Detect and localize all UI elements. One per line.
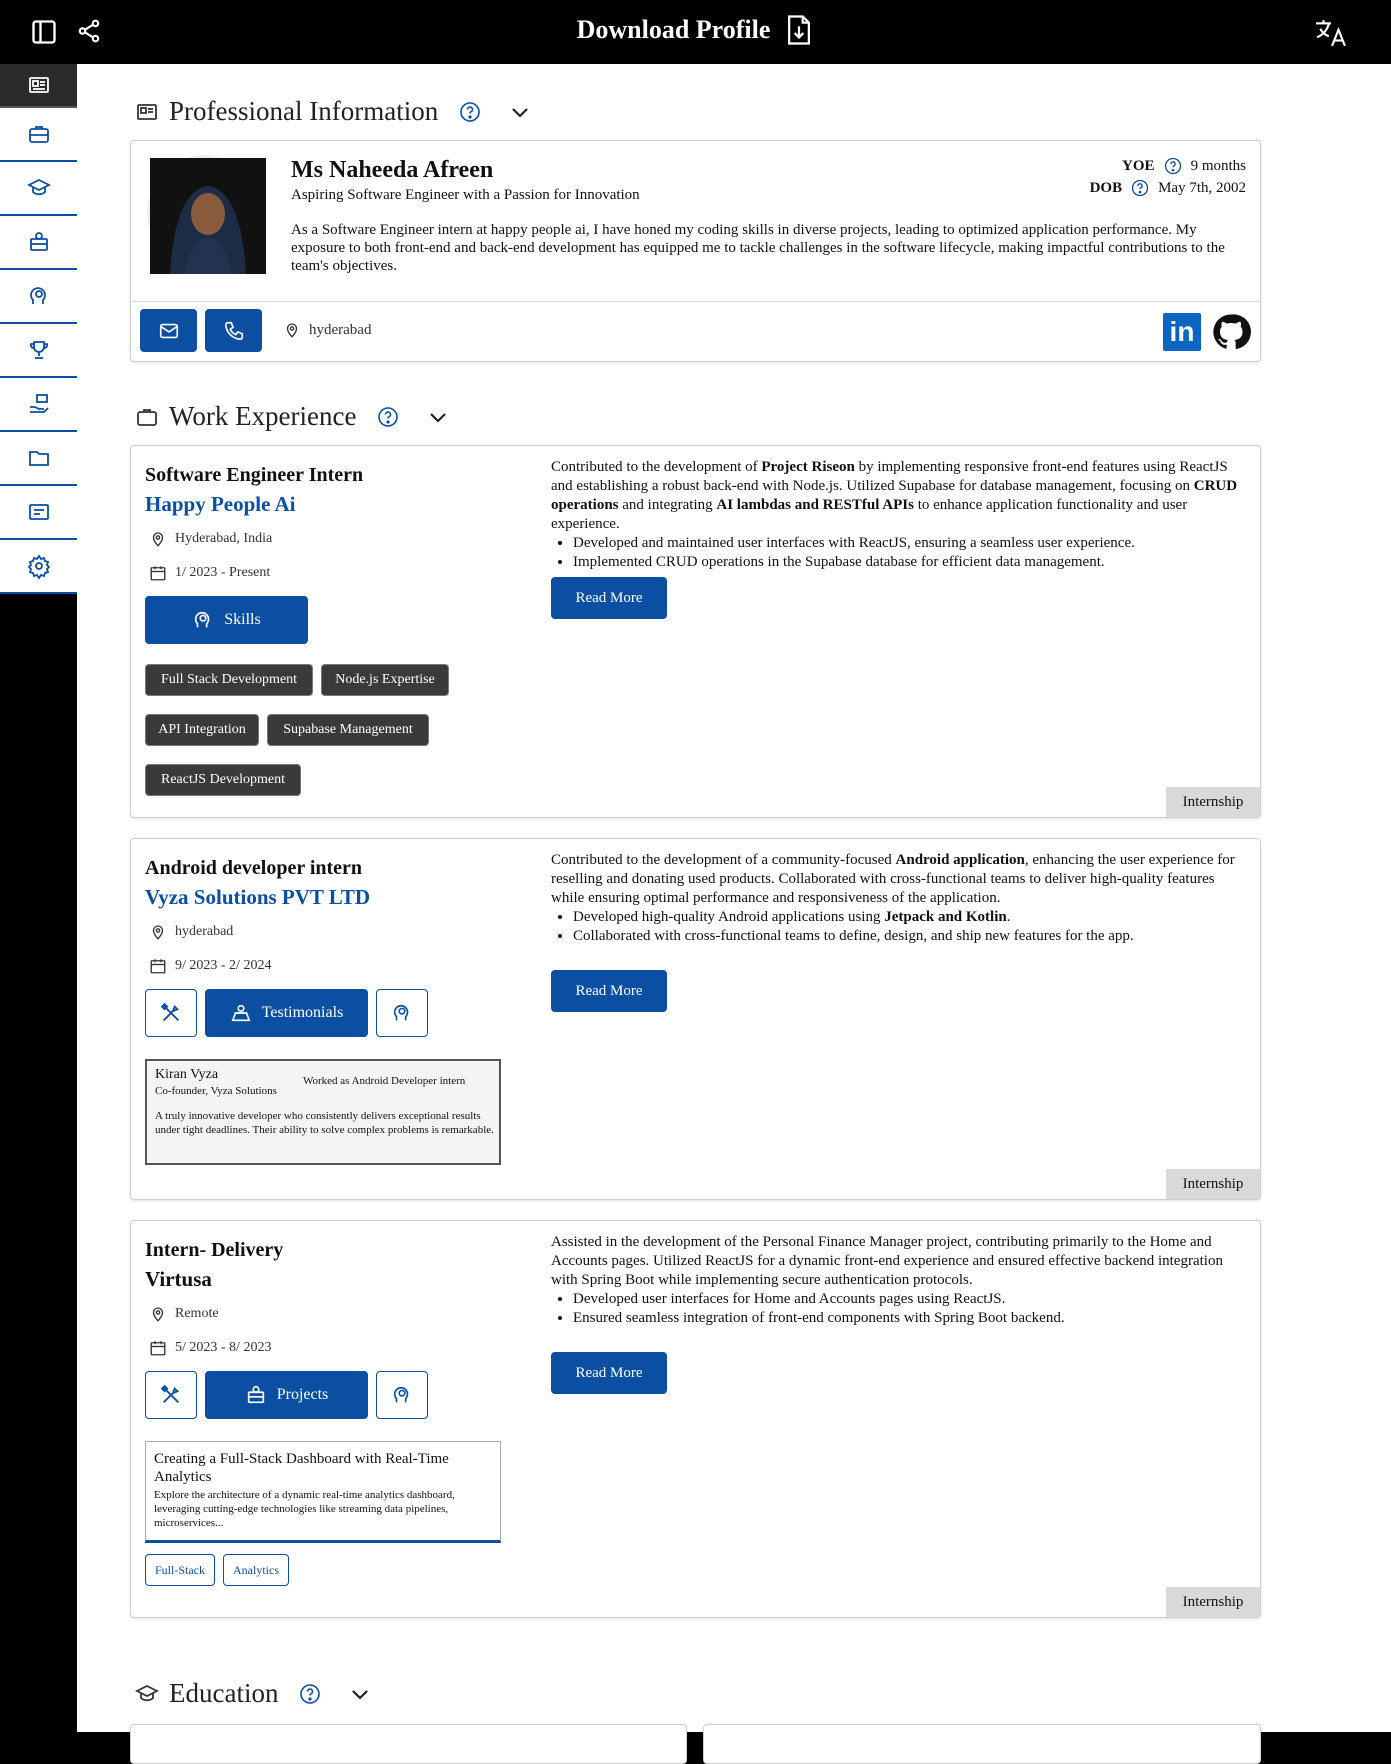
project-title: Creating a Full-Stack Dashboard with Real-Time Analytics (154, 1451, 449, 1485)
location-pin-icon (149, 923, 167, 941)
sidebar-item-skills[interactable] (0, 270, 77, 324)
skill-chip: Node.js Expertise (321, 664, 449, 696)
translate-icon[interactable] (1312, 18, 1350, 46)
location-text: hyderabad (309, 321, 372, 338)
skills-button[interactable] (376, 1371, 428, 1419)
download-profile-label: Download Profile (576, 15, 771, 44)
location-pin-icon (283, 321, 301, 339)
testimonial-quote: A truly innovative developer who consistently delivers exceptional results under tight deadlines. Their ability to solve complex problems is remarkable. (155, 1110, 494, 1136)
job-dates: 5/ 2023 - 8/ 2023 (149, 1339, 271, 1357)
testimonial-author: Kiran Vyza (155, 1067, 219, 1082)
gear-icon (27, 554, 51, 578)
top-bar (0, 0, 1391, 64)
brain-head-icon (27, 284, 51, 308)
sidebar-item-profile[interactable] (0, 64, 77, 108)
sidebar-item-portfolio[interactable] (0, 432, 77, 486)
id-card-icon (135, 100, 159, 124)
chevron-down-icon[interactable] (426, 405, 450, 429)
briefcase-icon (27, 122, 51, 146)
job-location: Remote (149, 1305, 219, 1323)
list-item: • Developed and maintained user interfaces with ReactJS, ensuring a seamless user experience. (573, 534, 1251, 553)
testimonials-button[interactable]: Testimonials (205, 989, 368, 1037)
skills-button[interactable] (376, 989, 428, 1037)
skill-chip: ReactJS Development (145, 764, 301, 796)
location-pin-icon (149, 530, 167, 548)
education-heading (135, 1678, 372, 1709)
job-description: Assisted in the development of the Personal Finance Manager project, contributing primarily to the Home and Accounts pages. Utilized ReactJS for a dynamic front-end experience and ensured effective backend integration with Spring Boot while implementing secure authentication protocols. • Developed user interfaces for Home and Accounts pages using ReactJS. • Ensured seamless integration of front-end components with Spring Boot backend. (551, 1233, 1251, 1333)
tools-icon (160, 1384, 182, 1406)
avatar (147, 155, 263, 271)
tools-button[interactable] (145, 989, 197, 1037)
company-name[interactable]: Happy People Ai (145, 492, 296, 516)
tools-icon (160, 1002, 182, 1024)
phone-button[interactable] (205, 309, 262, 352)
testimonial-context: Worked as Android Developer intern (303, 1075, 466, 1087)
work-card (130, 445, 1261, 818)
brain-head-icon (391, 1384, 413, 1406)
project-tag[interactable]: Full-Stack (145, 1554, 215, 1586)
project-description: Explore the architecture of a dynamic real-time analytics dashboard, leveraging cutting-edge technologies like streaming data pipelines, microservices... (154, 1489, 455, 1529)
sidebar-item-volunteer[interactable] (0, 378, 77, 432)
job-description: Contributed to the development of a community-focused Android application, enhancing the user experience for reselling and donating used products. Collaborated with cross-functional teams to deliver high-quality features while ensuring optimal performance and responsiveness of the application. • Developed high-quality Android applications using Jetpack and Kotlin. • Collaborated with cross-functional teams to define, design, and ship new features for the app. (551, 851, 1251, 951)
main-content (77, 64, 1391, 1732)
list-item: • Ensured seamless integration of front-end components with Spring Boot backend. (573, 1309, 1251, 1328)
job-title: Android developer intern (145, 857, 363, 879)
certificate-icon (27, 500, 51, 524)
profile-headline: Aspiring Software Engineer with a Passion for Innovation (291, 187, 640, 203)
company-name: Virtusa (145, 1267, 212, 1291)
help-icon[interactable] (376, 405, 400, 429)
trophy-icon (27, 338, 51, 362)
calendar-icon (149, 1339, 167, 1357)
phone-icon (223, 320, 245, 342)
skills-button[interactable]: Skills (145, 596, 308, 644)
projects-icon (245, 1384, 267, 1406)
mail-icon (158, 320, 180, 342)
sidebar-item-education[interactable] (0, 162, 77, 216)
read-more-button[interactable]: Read More (551, 970, 667, 1012)
download-profile-button[interactable] (0, 14, 1391, 46)
employment-type-badge: Internship (1166, 1169, 1260, 1199)
profile-name: Ms Naheeda Afreen (291, 157, 494, 183)
chevron-down-icon[interactable] (508, 100, 532, 124)
job-location: hyderabad (149, 923, 233, 941)
yoe-value: 9 months (1190, 157, 1246, 174)
work-experience-heading (135, 401, 450, 432)
job-dates: 9/ 2023 - 2/ 2024 (149, 957, 271, 975)
list-item: • Implemented CRUD operations in the Supabase database for efficient data management. (573, 553, 1251, 572)
github-icon[interactable] (1211, 312, 1251, 352)
testimonial-card (145, 1059, 501, 1165)
location-pin-icon (149, 1305, 167, 1323)
sidebar-item-settings[interactable] (0, 540, 77, 594)
skill-chip: API Integration (145, 714, 259, 746)
sidebar (0, 64, 77, 1732)
volunteer-icon (27, 392, 51, 416)
project-card[interactable] (145, 1441, 501, 1543)
skill-chip: Full Stack Development (145, 664, 313, 696)
profile-summary: As a Software Engineer intern at happy people ai, I have honed my coding skills in diverse projects, leading to optimized application performance. My exposure to both front-end and back-end development has equipped me to tackle challenges in the software lifecycle, making impactful contributions to the team's objectives. (291, 222, 1225, 274)
job-title: Software Engineer Intern (145, 464, 364, 486)
brain-head-icon (192, 609, 214, 631)
job-description: Contributed to the development of Project Riseon by implementing responsive front-end features using ReactJS and establishing a robust back-end with Node.js. Utilized Supabase for database management, focusing on CRUD operations and integrating AI lambdas and RESTful APIs to enhance application functionality and user experience. • Developed and maintained user interfaces with ReactJS, ensuring a seamless user experience. • Implemented CRUD operations in the Supabase database for efficient data management. (551, 458, 1251, 558)
linkedin-icon[interactable]: in (1163, 313, 1201, 351)
section-title: Professional Information (169, 96, 439, 126)
calendar-icon (149, 564, 167, 582)
work-card (130, 838, 1261, 1200)
divider (131, 301, 1260, 302)
projects-icon (27, 230, 51, 254)
dob-label: DOB (1089, 179, 1123, 196)
profile-location (283, 321, 371, 339)
work-card (130, 1220, 1261, 1618)
sidebar-item-certifications[interactable] (0, 486, 77, 540)
read-more-button[interactable]: Read More (551, 577, 667, 619)
id-card-icon (27, 73, 51, 97)
section-title: Education (169, 1678, 279, 1708)
employment-type-badge: Internship (1166, 787, 1260, 817)
help-icon[interactable] (298, 1682, 322, 1706)
download-file-icon (784, 14, 814, 46)
yoe-label: YOE (1122, 157, 1155, 174)
profile-card (130, 140, 1261, 362)
email-button[interactable] (140, 309, 197, 352)
help-icon[interactable] (458, 100, 482, 124)
help-icon[interactable] (1163, 156, 1183, 176)
job-dates: 1/ 2023 - Present (149, 564, 270, 582)
help-icon[interactable] (1130, 178, 1150, 198)
dob-value: May 7th, 2002 (1158, 179, 1246, 196)
testimonial-role: Co-founder, Vyza Solutions (155, 1085, 277, 1097)
projects-button[interactable]: Projects (205, 1371, 368, 1419)
sidebar-item-work[interactable] (0, 108, 77, 162)
job-location: Hyderabad, India (149, 530, 272, 548)
brain-head-icon (391, 1002, 413, 1024)
graduation-cap-icon (27, 176, 51, 200)
list-item: • Collaborated with cross-functional teams to define, design, and ship new features for the app. (573, 927, 1251, 946)
sidebar-item-projects[interactable] (0, 216, 77, 270)
skill-chip: Supabase Management (267, 714, 429, 746)
tools-button[interactable] (145, 1371, 197, 1419)
list-item: • Developed high-quality Android applications using Jetpack and Kotlin. (573, 908, 1251, 927)
profile-meta (1090, 155, 1246, 199)
section-title: Work Experience (169, 401, 357, 431)
project-tag[interactable]: Analytics (223, 1554, 289, 1586)
company-name[interactable]: Vyza Solutions PVT LTD (145, 885, 371, 909)
calendar-icon (149, 957, 167, 975)
graduation-cap-icon (135, 1682, 159, 1706)
professional-info-heading (135, 96, 532, 127)
education-card (703, 1724, 1261, 1764)
chevron-down-icon[interactable] (348, 1682, 372, 1706)
sidebar-item-awards[interactable] (0, 324, 77, 378)
folder-icon (27, 446, 51, 470)
job-title: Intern- Delivery (145, 1239, 284, 1261)
briefcase-icon (135, 405, 159, 429)
education-card (130, 1724, 687, 1764)
testimonial-icon (230, 1002, 252, 1024)
list-item: • Developed user interfaces for Home and Accounts pages using ReactJS. (573, 1290, 1251, 1309)
read-more-button[interactable]: Read More (551, 1352, 667, 1394)
employment-type-badge: Internship (1166, 1587, 1260, 1617)
